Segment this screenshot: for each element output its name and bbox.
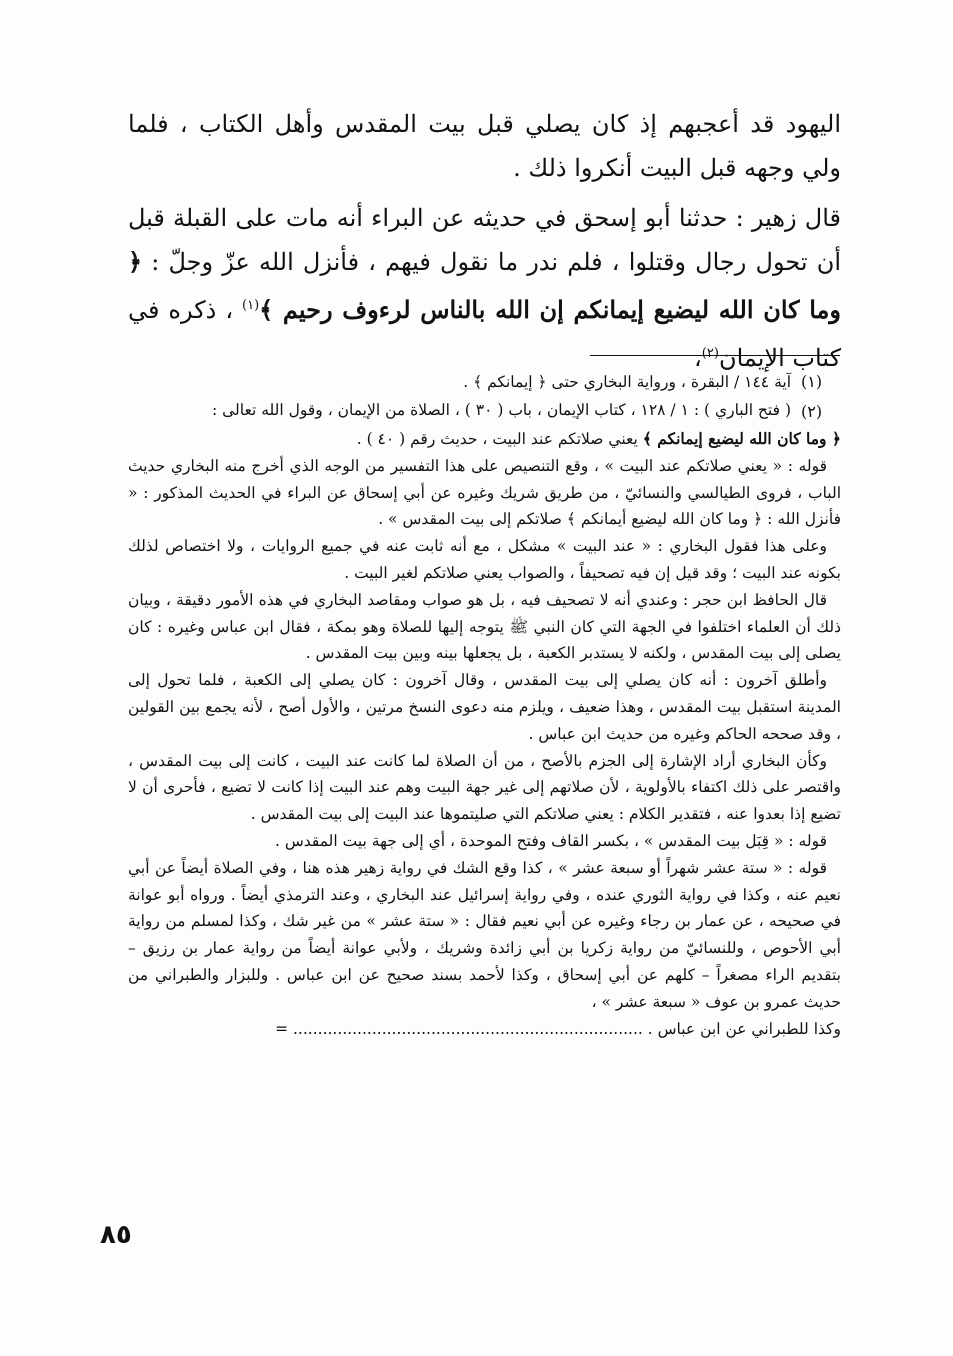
- main-text: قال زهير : حدثنا أبو إسحق في حديثه عن البراء أنه مات على القبلة قبل أن تحول رجال وقتلوا ، فلم ندر ما نقول فيهم ، فأنزل الله عزّ وجلّ :: [128, 204, 841, 276]
- main-text-line: اليهود قد أعجبهم إذ كان يصلي قبل بيت المقدس وأهل الكتاب ، فلما ولي وجهه قبل البيت أنكروا ذلك .: [128, 110, 841, 182]
- footnote-paragraph: قوله : « ستة عشر شهراً أو سبعة عشر » ، كذا وقع الشك في رواية زهير هذه هنا ، وفي الصلاة أيضاً عن أبي نعيم عنه ، وكذا في رواية الثوري عنده ، وفي رواية إسرائيل عند البخاري ، وعند الترمذي أيضاً . ورواه أبو عوانة في صحيحه ، عن عمار بن رجاء وغيره عن أبي نعيم فقال : « ستة عشر » من غير شك ، وكذا لمسلم من رواية أبي الأحوص ، وللنسائيّ من رواية زكريا بن أبي زائدة وشريك ، ولأبي عوانة أيضاً من رواية عمار بن رزيق – بتقديم الراء مصغراً – كلهم عن أبي إسحاق ، وكذا لأحمد بسند صحيح عن ابن عباس . وللبزار والطبراني من حديث عمرو بن عوف « سبعة عشر » ،: [128, 858, 841, 1011]
- quran-verse: ﴿ وما كان الله ليضيع إيمانكم ﴾: [642, 429, 841, 448]
- main-text-paragraph-1: [128, 102, 841, 190]
- footnote-paragraph: وعلى هذا فقول البخاري : « عند البيت » مشكل ، مع أنه ثابت عنه في جميع الروايات ، ولا اختصاص لذلك بكونه عند البيت ؛ وقد قيل إن فيه تصحيفاً ، والصواب يعني صلاتكم لغير البيت .: [128, 537, 841, 582]
- main-text-paragraph-2: [128, 196, 841, 380]
- footnote-paragraph: قوله : « يعني صلاتكم عند البيت » ، وقع التنصيص على هذا التفسير من الوجه الذي أخرج منه البخاري حديث الباب ، فروى الطيالسي والنسائيّ ، من طريق شريك وغيره عن أبي إسحاق عن البراء في الحديث المذكور : « فأنزل الله : ﴿ وما كان الله ليضيع أيمانكم ﴾ صلاتكم إلى بيت المقدس » .: [128, 456, 841, 529]
- continuation-dots: ....................................................................... =: [275, 1019, 643, 1038]
- footnote-number: (١): [801, 372, 823, 391]
- footnote-2-body: [128, 426, 841, 1042]
- page-number: ٨٥: [100, 1220, 132, 1250]
- footnote-paragraph: ﴿ وما كان الله ليضيع إيمانكم ﴾ يعني صلاتكم عند البيت ، حديث رقم ( ٤٠ ) .: [356, 429, 841, 448]
- footnote-text: آية ١٤٤ / البقرة ، ورواية البخاري حتى ﴿ إيمانكم ﴾ .: [463, 373, 791, 391]
- footnote-text: ( فتح الباري ) : ١ / ١٢٨ ، كتاب الإيمان ، باب ( ٣٠ ) ، الصلاة من الإيمان ، وقول الله تعالى :: [211, 401, 791, 419]
- footnote-ref-1[interactable]: (١): [242, 298, 260, 313]
- quran-verse: ﴿ وما كان الله ليضيع إيمانكم إن الله بالناس لرءوف رحيم ﴾: [128, 247, 841, 324]
- footnote-separator: [590, 355, 840, 356]
- footnote-paragraph: وكذا للطبراني عن ابن عباس . ....................................................................... =: [275, 1019, 841, 1038]
- footnote-number: (٢): [801, 402, 823, 421]
- footnote-paragraph: قوله : « قِبَل بيت المقدس » ، بكسر القاف وفتح الموحدة ، أي إلى جهة بيت المقدس .: [274, 831, 827, 850]
- footnote-paragraph: وكأن البخاري أراد الإشارة إلى الجزم بالأصح ، من أن الصلاة لما كانت عند البيت ، كانت إلى بيت المقدس ، واقتصر على ذلك اكتفاء بالأولوية ، لأن صلاتهم إلى غير جهة البيت وهم عند البيت إذا كانت لا تضيع ، فأحرى أن لا تضيع إذا بعدوا عنه ، فتقدير الكلام : يعني صلاتكم التي صليتموها عند البيت إلى بيت المقدس .: [128, 751, 841, 824]
- main-text: ،: [694, 344, 702, 372]
- footnote-paragraph: وأطلق آخرون : أنه كان يصلي إلى بيت المقدس ، وقال آخرون : كان يصلي إلى الكعبة ، فلما تحول إلى المدينة استقبل بيت المقدس ، وهذا ضعيف ، ويلزم منه دعوى النسخ مرتين ، والأول أصح ، لأنه يجمع بين القولين ، وقد صححه الحاكم وغيره من حديث ابن عباس .: [128, 671, 841, 743]
- main-text: ، ذكره في كتاب الإيمان: [128, 296, 841, 372]
- footnote-ref-2[interactable]: (٢): [701, 346, 719, 361]
- footnote-paragraph: قال الحافظ ابن حجر : وعندي أنه لا تصحيف فيه ، بل هو صواب ومقاصد البخاري في هذه الأمور دقيقة ، وبيان ذلك أن العلماء اختلفوا في الجهة التي كان النبي ﷺ يتوجه إليها للصلاة وهو بمكة ، فقال ابن عباس وغيره : كان يصلى إلى بيت المقدس ، ولكنه لا يستدبر الكعبة ، بل يجعلها بينه وبين بيت المقدس .: [128, 590, 841, 663]
